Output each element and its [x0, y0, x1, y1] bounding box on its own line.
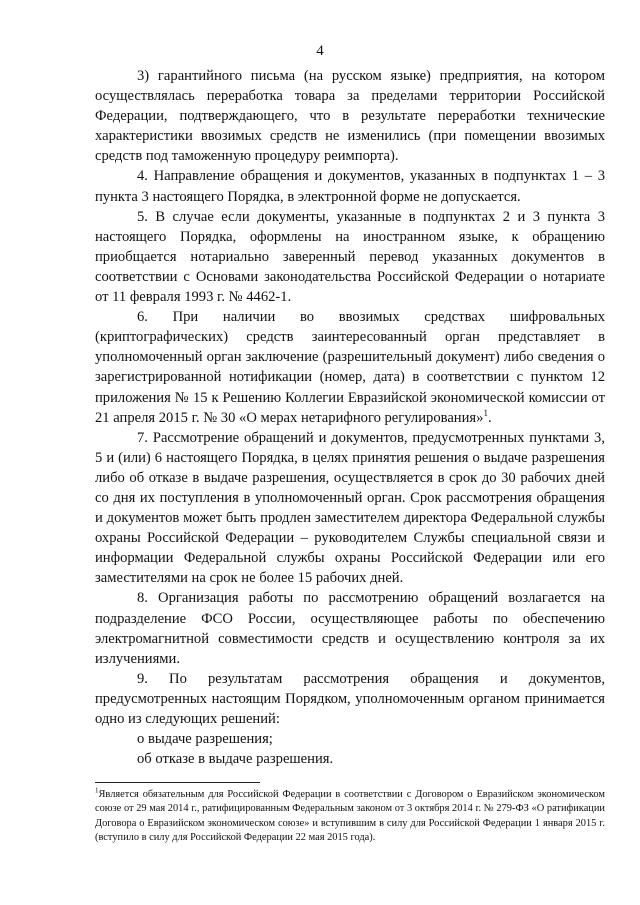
paragraph-9: 9. По результатам рассмотрения обращения и документов, предусмотренных настоящим Порядком, уполномоченным органом принимается одно из следующих решений: [95, 670, 605, 727]
footnote-marker: 1 [95, 786, 99, 795]
paragraph-6 [95, 307, 605, 428]
document-body [95, 66, 605, 769]
footnote-text: Является обязательным для Российской Федерации в соответствии с Договором о Евразийском экономическом союзе от 29 мая 2014 г., ратифицированным Федеральным законом от 3 октября 2014 г. № 279-ФЗ «О ратификации Договора о Евразийском экономическом союзе» и вступившим в силу для Российской Федерации 1 января 2015 г. (вступило в силу для Российской Федерации 22 мая 2015 года). [95, 789, 605, 843]
paragraph-5: 5. В случае если документы, указанные в подпунктах 2 и 3 пункта 3 настоящего Порядка, оформлены на иностранном языке, к обращению приобщается нотариально заверенный перевод указанных документов в соответствии с Основами законодательства Российской Федерации о нотариате от 11 февраля 1993 г. № 4462-1. [95, 208, 605, 306]
paragraph-6-text: 6. При наличии во ввозимых средствах шифровальных (криптографических) средств заинтересованный орган представляет в уполномоченный орган заключение (разрешительный документ) либо сведения о зарегистрированной нотификации (номер, дата) в соответствии с пунктом 12 приложения № 15 к Решению Коллегии Евразийской экономической комиссии от 21 апреля 2015 г. № 30 «О мерах нетарифного регулирования» [95, 309, 605, 426]
decision-option-grant: о выдаче разрешения; [137, 731, 273, 748]
paragraph-6-end: . [487, 409, 492, 426]
decision-option-refuse: об отказе в выдаче разрешения. [137, 751, 334, 768]
paragraph-7: 7. Рассмотрение обращений и документов, предусмотренных пунктами 3, 5 и (или) 6 настоящего Порядка, в целях принятия решения о выдаче разрешения либо об отказе в выдаче разрешения, осуществляется в срок до 30 рабочих дней со дня их поступления в уполномоченный орган. Срок рассмотрения обращения и документов может быть продлен заместителем директора Федеральной службы охраны Российской Федерации – руководителем Службы специальной связи и информации Федеральной службы охраны Российской Федерации или его заместителями на срок не более 15 рабочих дней. [95, 429, 605, 587]
paragraph-4: 4. Направление обращения и документов, указанных в подпунктах 1 – 3 пункта 3 настоящего Порядка, в электронной форме не допускается. [95, 168, 605, 205]
footnote-reference[interactable]: 1 [483, 407, 488, 418]
footnote [95, 788, 605, 845]
footnote-separator [95, 782, 260, 783]
paragraph-8: 8. Организация работы по рассмотрению обращений возлагается на подразделение ФСО России, осуществляющее работы по обеспечению электромагнитной совместимости средств и осуществлению контроля за их излучениями. [95, 590, 605, 667]
paragraph-3-item-3: 3) гарантийного письма (на русском языке) предприятия, на котором осуществлялась переработка товара за пределами территории Российской Федерации, подтверждающего, что в результате переработки технические характеристики ввозимых средств не изменились (при помещении ввозимых средств под таможенную процедуру реимпорта). [95, 68, 605, 165]
page-number: 4 [316, 43, 324, 59]
